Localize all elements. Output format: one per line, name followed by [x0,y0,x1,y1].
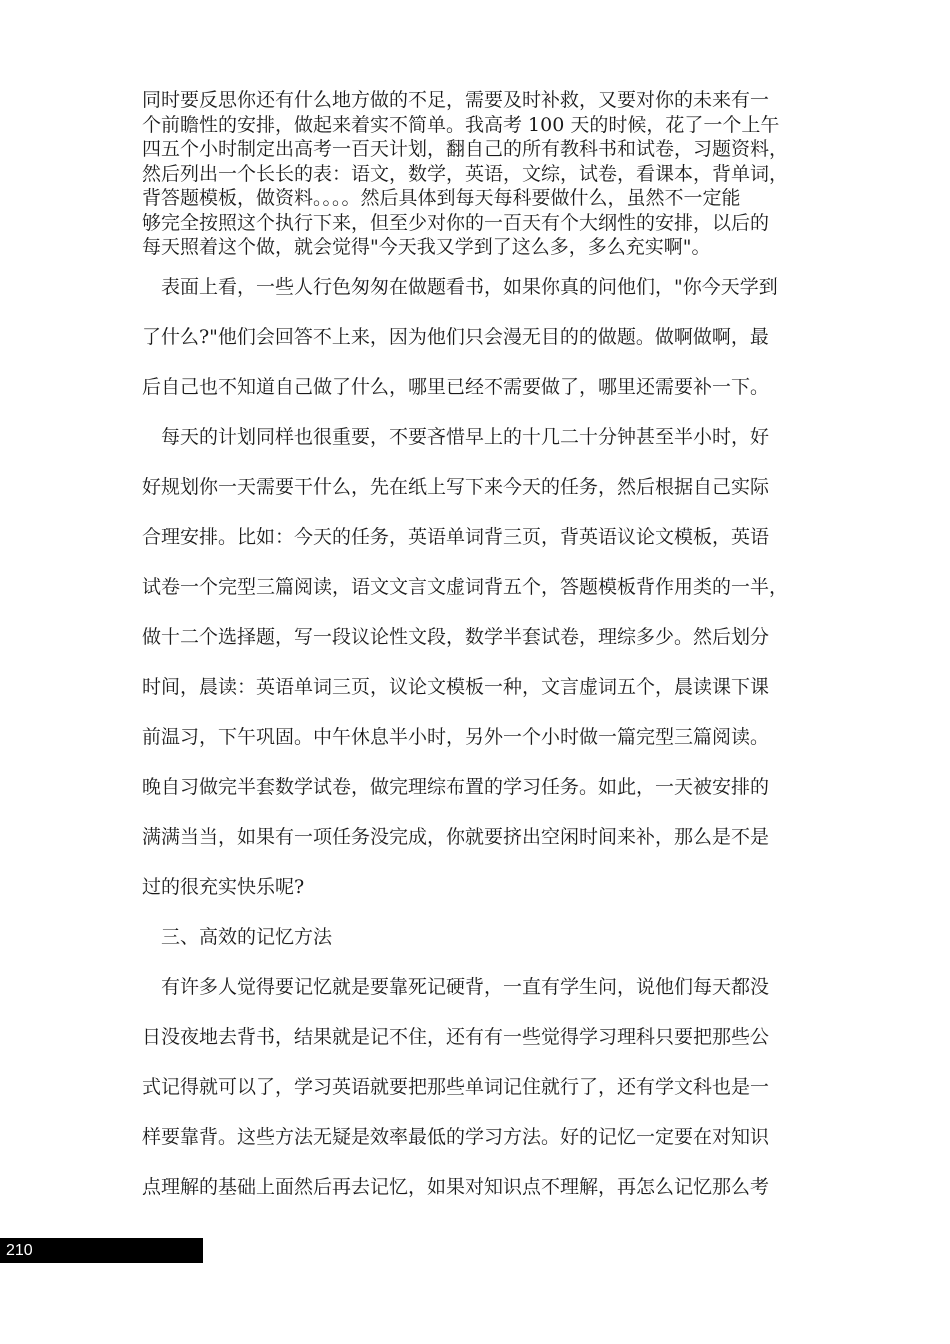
text-line: 做十二个选择题，写一段议论性文段，数学半套试卷，理综多少。然后划分 [142,626,770,648]
section-heading: 三、高效的记忆方法 [142,926,333,948]
text-line: 了什么?"他们会回答不上来，因为他们只会漫无目的的做题。做啊做啊，最 [142,326,769,348]
text-line: 前温习，下午巩固。中午休息半小时，另外一个小时做一篇完型三篇阅读。 [142,726,770,748]
text-line: 式记得就可以了，学习英语就要把那些单词记住就行了，还有学文科也是一 [142,1076,770,1098]
paragraph-plan [142,88,822,260]
text-line: 每天的计划同样也很重要，不要吝惜早上的十几二十分钟甚至半小时，好 [142,426,770,448]
text-line: 时间，晨读：英语单词三页，议论文模板一种，文言虚词五个，晨读课下课 [142,676,770,698]
text-line: 满满当当，如果有一项任务没完成，你就要挤出空闲时间来补，那么是不是 [142,826,770,848]
text-line: 个前瞻性的安排，做起来着实不简单。我高考 100 天的时候，花了一个上午 [142,113,780,136]
text-line: 每天照着这个做，就会觉得"今天我又学到了这么多，多么充实啊"。 [142,236,711,258]
text-line: 够完全按照这个执行下来，但至少对你的一百天有个大纲性的安排，以后的 [142,211,770,234]
text-line: 晚自习做完半套数学试卷，做完理综布置的学习任务。如此，一天被安排的 [142,776,770,798]
text-line: 后自己也不知道自己做了什么，哪里已经不需要做了，哪里还需要补一下。 [142,376,770,398]
text-line: 样要靠背。这些方法无疑是效率最低的学习方法。好的记忆一定要在对知识 [142,1126,770,1148]
text-line: 有许多人觉得要记忆就是要靠死记硬背，一直有学生问，说他们每天都没 [142,976,770,998]
text-line: 四五个小时制定出高考一百天计划，翻自己的所有教科书和试卷，习题资料， [142,138,789,160]
text-line: 日没夜地去背书，结果就是记不住，还有有一些觉得学习理科只要把那些公 [142,1026,770,1048]
text-line: 点理解的基础上面然后再去记忆，如果对知识点不理解，再怎么记忆那么考 [142,1176,770,1198]
body-text [142,262,822,1212]
text-line: 同时要反思你还有什么地方做的不足，需要及时补救，又要对你的未来有一 [142,89,770,111]
text-line: 好规划你一天需要干什么，先在纸上写下来今天的任务，然后根据自己实际 [142,476,770,498]
text-line: 然后列出一个长长的表：语文，数学，英语，文综，试卷，看课本，背单词， [142,162,789,185]
page-number: 210 [6,1242,33,1259]
text-line: 背答题模板，做资料。。。。然后具体到每天每科要做什么，虽然不一定能 [142,187,741,209]
text-line: 合理安排。比如：今天的任务，英语单词背三页，背英语议论文模板，英语 [142,526,770,548]
text-line: 试卷一个完型三篇阅读，语文文言文虚词背五个，答题模板背作用类的一半， [142,576,789,598]
text-line: 表面上看，一些人行色匆匆在做题看书，如果你真的问他们，"你今天学到 [142,276,778,298]
text-line: 过的很充实快乐呢? [142,876,305,898]
